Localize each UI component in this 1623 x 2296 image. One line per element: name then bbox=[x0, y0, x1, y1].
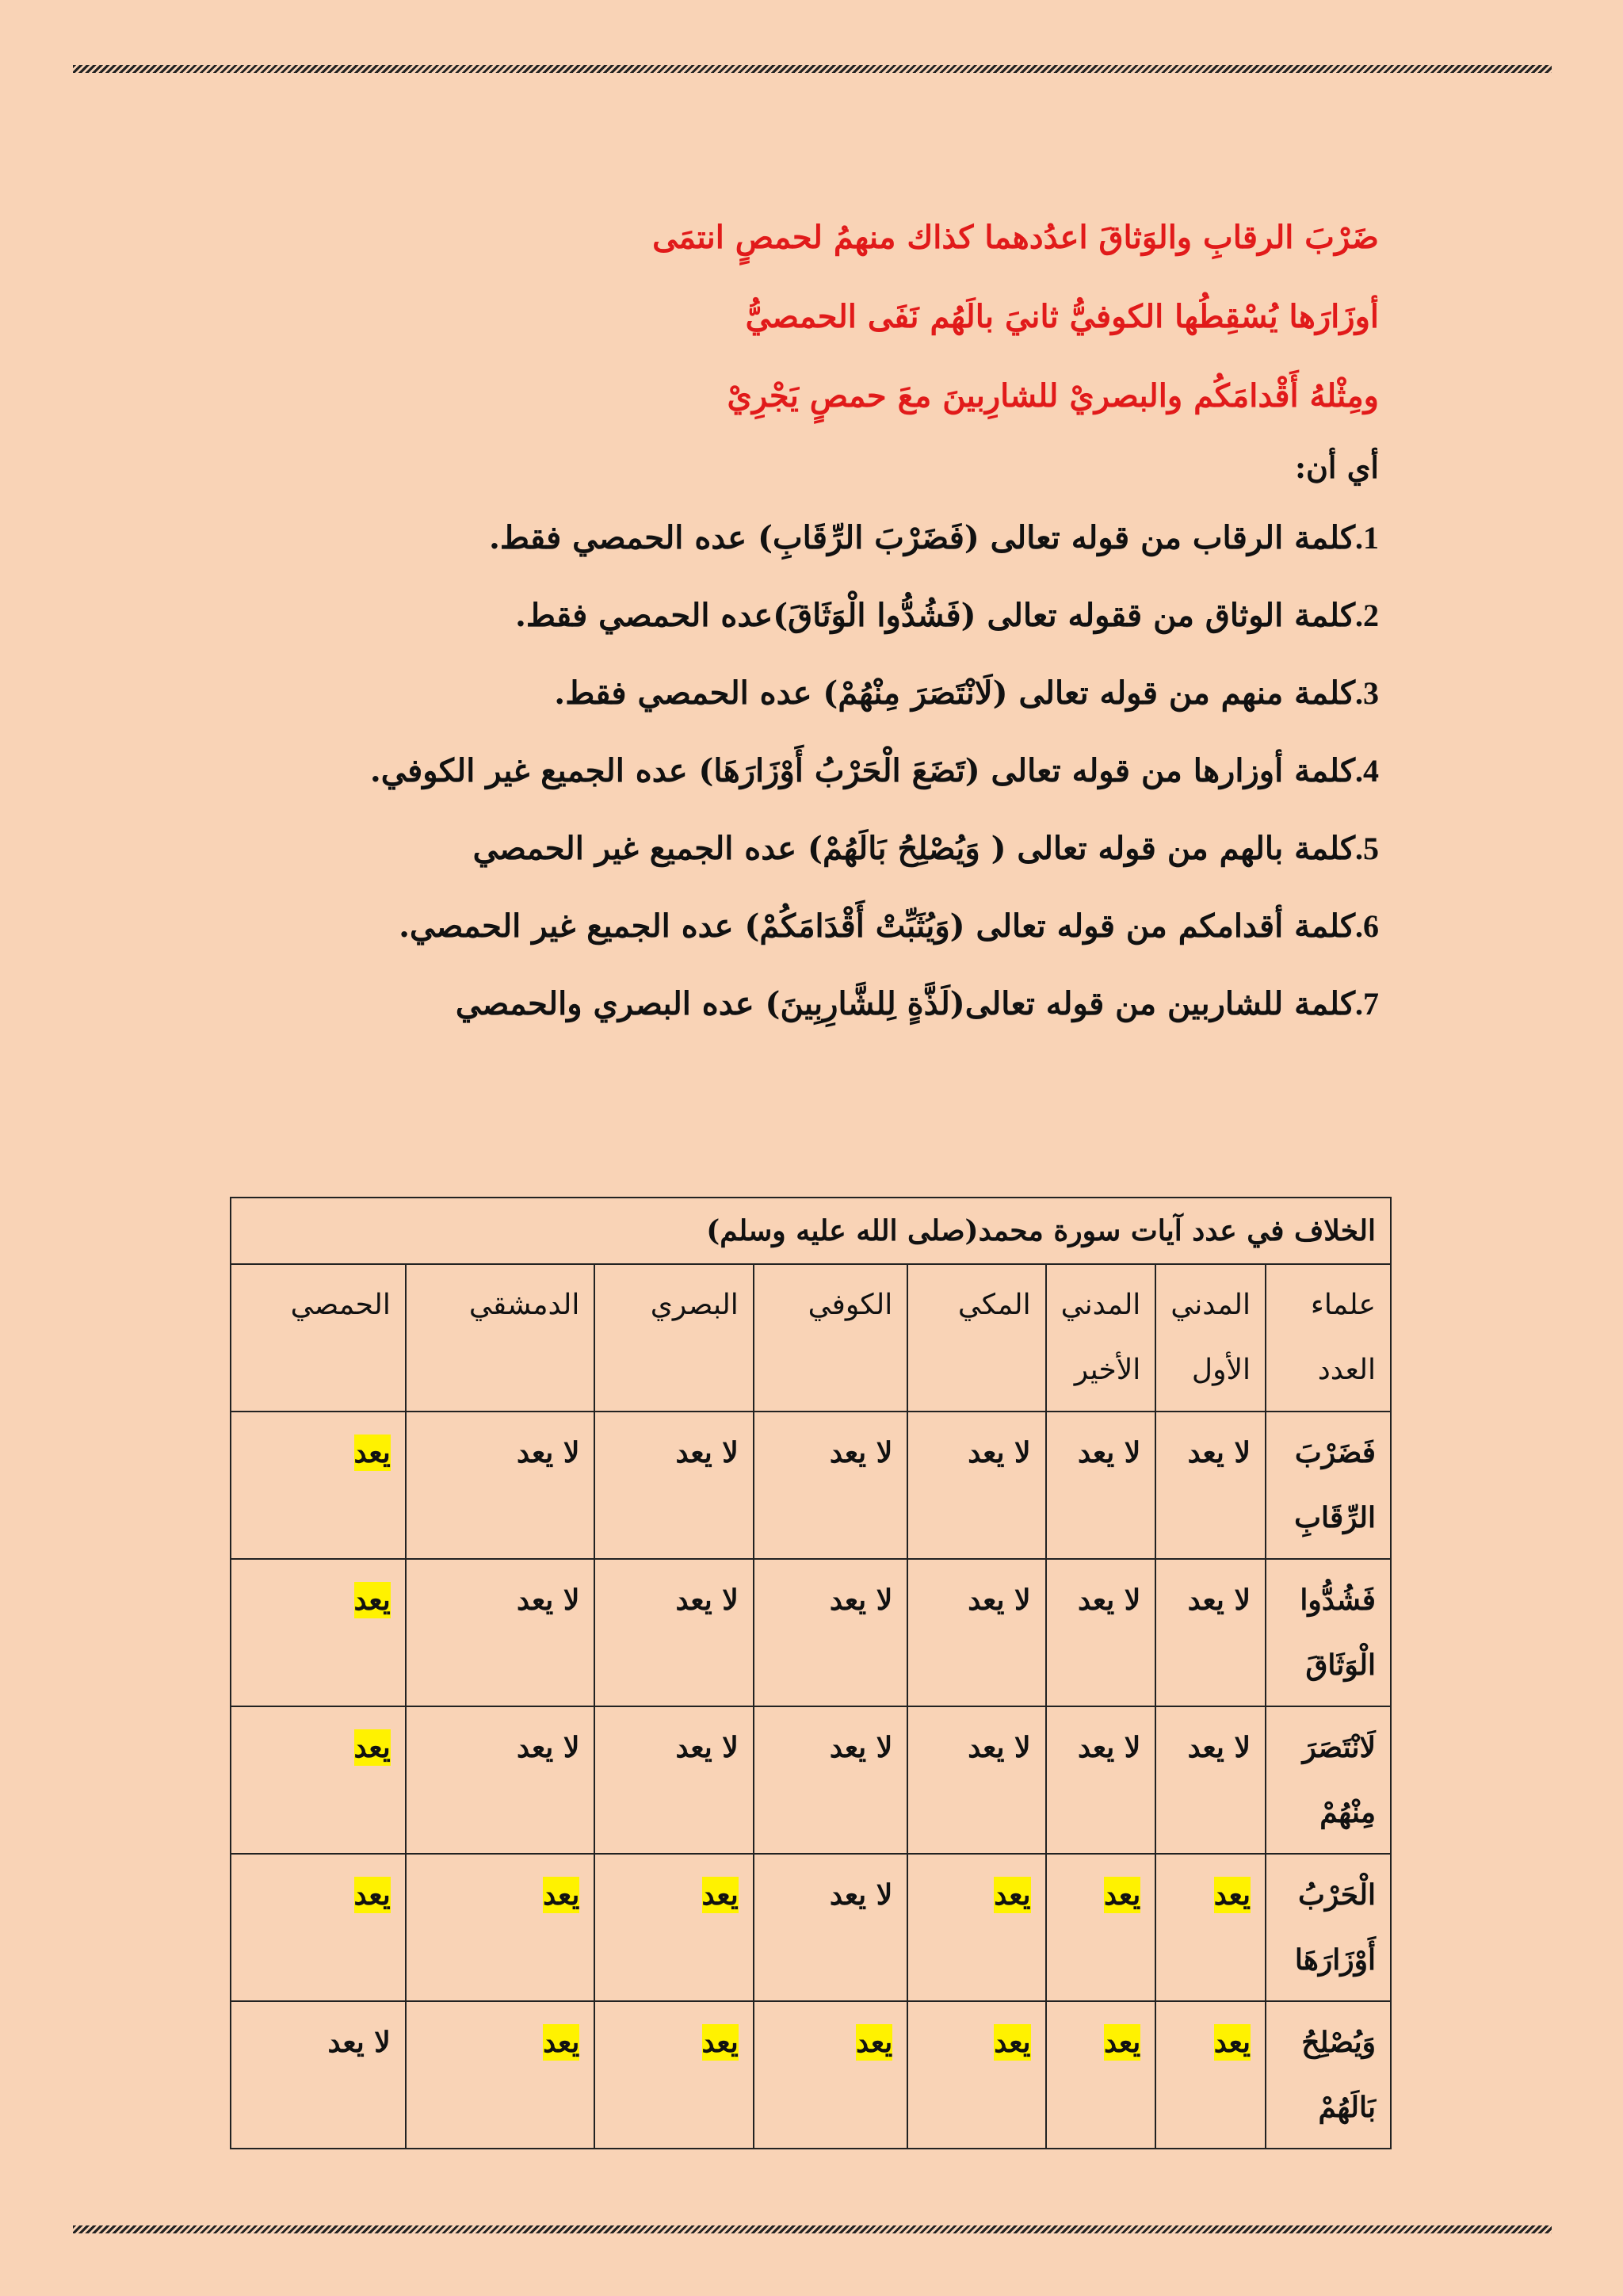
count-cell bbox=[406, 1854, 595, 2001]
table-row bbox=[231, 1559, 1391, 1706]
table-body bbox=[231, 1412, 1391, 2149]
table-header-row bbox=[231, 1264, 1391, 1412]
item-text: كلمة أقدامكم من قوله تعالى (وَيُثَبِّتْ أَقْدَامَكُمْ) عده الجميع غير الحمصي. bbox=[399, 907, 1355, 945]
count-cell bbox=[1155, 1706, 1266, 1854]
count-cell bbox=[594, 1559, 753, 1706]
poem-line: ضَرْبَ الرقابِ والوَثاقَ اعدُدهما كذاك منهمُ لحمصٍ انتمَى bbox=[652, 219, 1379, 256]
verse-word-cell: لَانْتَصَرَ مِنْهُمْ bbox=[1266, 1706, 1391, 1854]
bottom-decorative-rule bbox=[73, 2225, 1552, 2233]
not-counted-text: لا يعد bbox=[968, 1436, 1031, 1469]
count-cell bbox=[231, 1412, 406, 1559]
table-row bbox=[231, 1412, 1391, 1559]
count-cell bbox=[907, 2001, 1045, 2149]
not-counted-text: لا يعد bbox=[829, 1878, 893, 1912]
table-row bbox=[231, 2001, 1391, 2149]
not-counted-text: لا يعد bbox=[829, 1436, 893, 1469]
not-counted-text: لا يعد bbox=[829, 1584, 893, 1617]
not-counted-text: لا يعد bbox=[1077, 1584, 1141, 1617]
not-counted-text: لا يعد bbox=[968, 1731, 1031, 1764]
not-counted-text: لا يعد bbox=[1187, 1731, 1251, 1764]
counted-badge: يعد bbox=[353, 1584, 391, 1617]
not-counted-text: لا يعد bbox=[829, 1731, 893, 1764]
list-item bbox=[452, 655, 1379, 732]
not-counted-text: لا يعد bbox=[675, 1584, 739, 1617]
not-counted-text: لا يعد bbox=[517, 1584, 580, 1617]
item-number: 1. bbox=[1355, 520, 1379, 556]
not-counted-text: لا يعد bbox=[1187, 1584, 1251, 1617]
count-cell bbox=[594, 1412, 753, 1559]
item-number: 7. bbox=[1355, 986, 1379, 1022]
item-text: كلمة أوزارها من قوله تعالى (تَضَعَ الْحَرْبُ أَوْزَارَهَا) عده الجميع غير الكوفي. bbox=[369, 752, 1355, 789]
count-cell bbox=[594, 2001, 753, 2149]
counted-badge: يعد bbox=[1213, 1878, 1251, 1912]
counted-badge: يعد bbox=[353, 1731, 391, 1764]
table-row bbox=[231, 1706, 1391, 1854]
counted-badge: يعد bbox=[543, 1878, 580, 1912]
header-cell: الحمصي bbox=[231, 1264, 406, 1412]
counted-badge: يعد bbox=[1104, 2026, 1141, 2059]
poem-line: ومِثْلهُ أَقْدامَكُم والبصريْ للشارِبينَ معَ حمصٍ يَجْرِيْ bbox=[727, 377, 1379, 415]
list-item bbox=[452, 499, 1379, 577]
header-cell: الكوفي bbox=[754, 1264, 907, 1412]
not-counted-text: لا يعد bbox=[517, 1731, 580, 1764]
verse-count-table bbox=[230, 1197, 1392, 2149]
count-cell bbox=[1046, 1559, 1156, 1706]
count-cell bbox=[754, 2001, 907, 2149]
header-cell: المكي bbox=[907, 1264, 1045, 1412]
count-cell bbox=[1046, 1706, 1156, 1854]
item-number: 5. bbox=[1355, 831, 1379, 866]
verse-word-cell: وَيُصْلِحُ بَالَهُمْ bbox=[1266, 2001, 1391, 2149]
count-cell bbox=[231, 2001, 406, 2149]
header-cell: المدني الأول bbox=[1155, 1264, 1266, 1412]
explanation-list bbox=[369, 499, 1379, 1043]
count-cell bbox=[231, 1559, 406, 1706]
not-counted-text: لا يعد bbox=[327, 2026, 391, 2059]
count-cell bbox=[1046, 1412, 1156, 1559]
item-number: 6. bbox=[1355, 908, 1379, 944]
item-text: كلمة للشاربين من قوله تعالى(لَذَّةٍ لِلشَّارِبِينَ) عده البصري والحمصي bbox=[455, 985, 1355, 1022]
count-cell bbox=[907, 1559, 1045, 1706]
item-text: كلمة الوثاق من ققوله تعالى (فَشُدُّوا الْوَثَاقَ)عده الحمصي فقط. bbox=[515, 597, 1355, 634]
not-counted-text: لا يعد bbox=[1187, 1436, 1251, 1469]
count-cell bbox=[231, 1706, 406, 1854]
counted-badge: يعد bbox=[1213, 2026, 1251, 2059]
count-cell bbox=[1046, 1854, 1156, 2001]
verse-word-cell: الْحَرْبُ أَوْزَارَهَا bbox=[1266, 1854, 1391, 2001]
list-item bbox=[369, 732, 1379, 810]
item-number: 2. bbox=[1355, 598, 1379, 633]
count-cell bbox=[406, 1706, 595, 1854]
top-decorative-rule bbox=[73, 65, 1552, 73]
counted-badge: يعد bbox=[994, 2026, 1031, 2059]
not-counted-text: لا يعد bbox=[675, 1436, 739, 1469]
count-cell bbox=[594, 1706, 753, 1854]
list-item bbox=[399, 888, 1379, 965]
not-counted-text: لا يعد bbox=[968, 1584, 1031, 1617]
item-text: كلمة بالهم من قوله تعالى ( وَيُصْلِحُ بَالَهُمْ) عده الجميع غير الحمصي bbox=[472, 830, 1355, 867]
list-item bbox=[452, 577, 1379, 655]
counted-badge: يعد bbox=[1104, 1878, 1141, 1912]
item-text: كلمة منهم من قوله تعالى (لَانْتَصَرَ مِنْهُمْ) عده الحمصي فقط. bbox=[554, 674, 1355, 712]
count-cell bbox=[231, 1854, 406, 2001]
count-cell bbox=[406, 2001, 595, 2149]
counted-badge: يعد bbox=[353, 1878, 391, 1912]
header-cell: الدمشقي bbox=[406, 1264, 595, 1412]
count-cell bbox=[907, 1412, 1045, 1559]
verse-word-cell: فَشُدُّوا الْوَثَاقَ bbox=[1266, 1559, 1391, 1706]
intro-text: أي أن: bbox=[1294, 449, 1379, 485]
count-cell bbox=[754, 1706, 907, 1854]
list-item bbox=[452, 810, 1379, 888]
counted-badge: يعد bbox=[353, 1436, 391, 1469]
counted-badge: يعد bbox=[543, 2026, 580, 2059]
count-cell bbox=[594, 1854, 753, 2001]
count-cell bbox=[754, 1559, 907, 1706]
poem-line: أوزَارَها يُسْقِطُها الكوفيُّ ثانيَ بالَهُم نَفَى الحمصيُّ bbox=[745, 298, 1379, 335]
document-body bbox=[369, 198, 1379, 1043]
item-text: كلمة الرقاب من قوله تعالى (فَضَرْبَ الرِّقَابِ) عده الحمصي فقط. bbox=[488, 519, 1355, 556]
not-counted-text: لا يعد bbox=[1077, 1436, 1141, 1469]
list-item bbox=[452, 965, 1379, 1043]
item-number: 4. bbox=[1355, 753, 1379, 789]
not-counted-text: لا يعد bbox=[517, 1436, 580, 1469]
counted-badge: يعد bbox=[701, 1878, 739, 1912]
count-cell bbox=[1155, 2001, 1266, 2149]
table-row bbox=[231, 1854, 1391, 2001]
header-cell: المدني الأخير bbox=[1046, 1264, 1156, 1412]
table-caption: الخلاف في عدد آيات سورة محمد(صلى الله عليه وسلم) bbox=[231, 1198, 1391, 1264]
count-cell bbox=[907, 1854, 1045, 2001]
count-cell bbox=[754, 1412, 907, 1559]
header-cell: البصري bbox=[594, 1264, 753, 1412]
poem-verses bbox=[452, 198, 1379, 436]
verse-word-cell: فَضَرْبَ الرِّقَابِ bbox=[1266, 1412, 1391, 1559]
counted-badge: يعد bbox=[994, 1878, 1031, 1912]
count-cell bbox=[1155, 1854, 1266, 2001]
count-cell bbox=[406, 1412, 595, 1559]
count-cell bbox=[1155, 1412, 1266, 1559]
count-cell bbox=[1046, 2001, 1156, 2149]
header-cell: علماء العدد bbox=[1266, 1264, 1391, 1412]
item-number: 3. bbox=[1355, 675, 1379, 711]
count-cell bbox=[754, 1854, 907, 2001]
count-cell bbox=[1155, 1559, 1266, 1706]
not-counted-text: لا يعد bbox=[1077, 1731, 1141, 1764]
count-cell bbox=[907, 1706, 1045, 1854]
counted-badge: يعد bbox=[701, 2026, 739, 2059]
not-counted-text: لا يعد bbox=[675, 1731, 739, 1764]
counted-badge: يعد bbox=[855, 2026, 893, 2059]
count-cell bbox=[406, 1559, 595, 1706]
